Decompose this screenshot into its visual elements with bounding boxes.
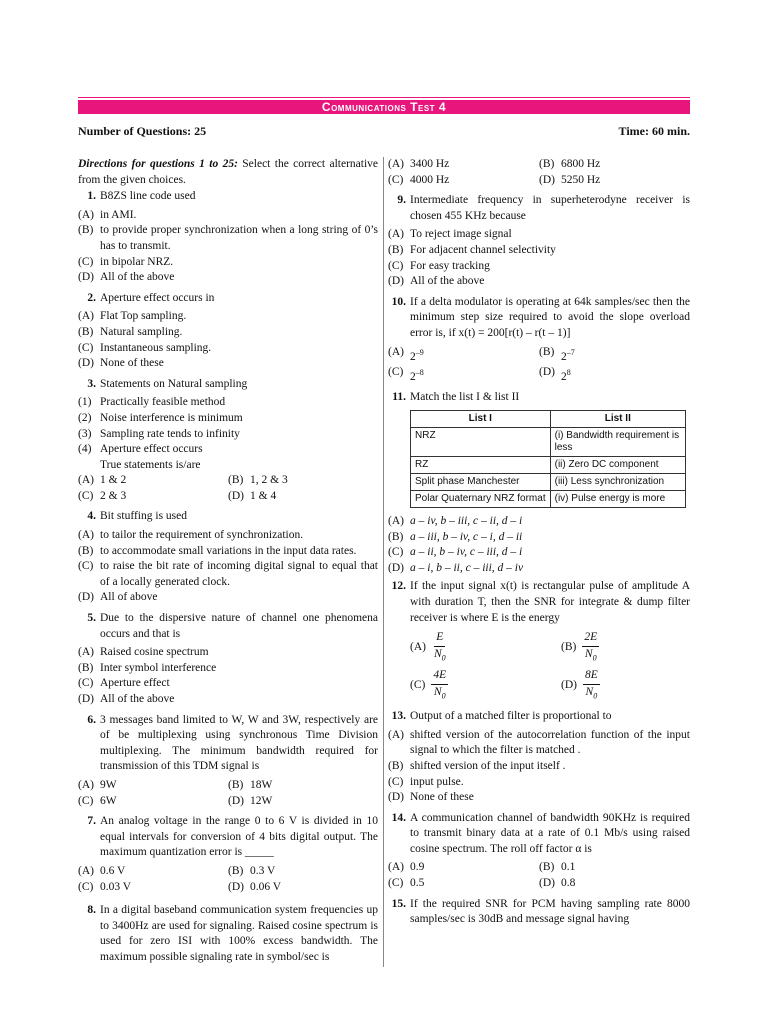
option-c: (C) 0.03 V: [78, 880, 132, 893]
option-b: (B) to provide proper synchronization when a long string of 0’s has to transmit.: [78, 224, 378, 252]
option-b: (B) to accommodate small variations in the input data rates.: [78, 544, 357, 557]
question-text: If the required SNR for PCM having sampling rate 8000 samples/sec is 30dB and message signal having: [410, 897, 690, 926]
option-a: (A) 9W: [78, 778, 117, 791]
question-text: Match the list I & list II: [410, 391, 520, 404]
test-title-banner: [78, 100, 690, 114]
number-of-questions: Number of Questions: 25: [78, 124, 207, 138]
option-d: (D) 5250 Hz: [539, 173, 601, 186]
left-column: [78, 157, 378, 969]
option-b: (B) $2^{-7}$: [539, 345, 575, 363]
option-a: (A) To reject image signal: [388, 228, 512, 241]
time-limit: Time: 60 min.: [618, 124, 690, 138]
table-row: Polar Quaternary NRZ format (iv) Pulse energy is more: [411, 490, 686, 507]
option-c: (C) input pulse.: [388, 775, 464, 788]
list-2-header: List II: [550, 410, 685, 427]
question-text: An analog voltage in the range 0 to 6 V is divided in 10 equal intervals for conversion of 4 bits digital output. The maximum quantization error is _____: [100, 815, 378, 859]
question-10: 10. If a delta modulator is operating at 64k samples/sec then the minimum step size required to avoid the slope overload error is, if x(t) = 200[r(t) – r(t – 1)] (A) $2^{-9}$ (B) $2^{-7}$ (C) $2^{-8}$ (D) $2^8$: [388, 295, 690, 386]
question-text: 3 messages band limited to W, W and 3W, respectively are of be multiplexing using synchronous Time Division multiplexing. The minimum bandwidth required for transmission of this TDM signal is: [100, 713, 378, 773]
option-a: (A) a – iv, b – iii, c – ii, d – i: [388, 514, 523, 527]
question-14: 14. A communication channel of bandwidth 90KHz is required to transmit binary data at a rate of 0.1 Mb/s using raised cosine spectrum. The roll off factor α is (A) 0.9 (B) 0.1 (C) 0.5 (D) 0.8: [388, 811, 690, 892]
option-a: (A) $2^{-9}$: [388, 345, 424, 363]
option-c: (C) in bipolar NRZ.: [78, 255, 174, 268]
question-text: B8ZS line code used: [100, 190, 196, 203]
option-c: (C) to raise the bit rate of incoming digital signal to equal that of a locally generated clock.: [78, 560, 378, 588]
question-13: 13. Output of a matched filter is proportional to (A) shifted version of the autocorrelation function of the input signal to which the filter is matched . (B) shifted version of the input itself . (C) input pulse. (D) None of these: [388, 709, 690, 806]
list-1-header: List I: [411, 410, 551, 427]
question-9: 9. Intermediate frequency in superheterodyne receiver is chosen 455 KHz because (A) To reject image signal (B) For adjacent channel selectivity (C) For easy tracking (D) All of the above: [388, 193, 690, 290]
option-d: (D) 12W: [228, 794, 273, 807]
option-b: (B) shifted version of the input itself .: [388, 759, 566, 772]
option-d: (D) All of the above: [78, 693, 175, 705]
option-b: (B) 0.1: [539, 861, 576, 874]
option-c: (C) 6W: [78, 794, 117, 807]
question-1: [78, 189, 378, 286]
right-column: [388, 157, 690, 931]
option-c: (C) 2 & 3: [78, 489, 127, 502]
question-5: 5. Due to the dispersive nature of channel one phenomena occurs and that is (A) Raised cosine spectrum (B) Inter symbol interference (C) Aperture effect (D) All of the above: [78, 611, 378, 708]
option-c: (C) a – ii, b – iv, c – iii, d – i: [388, 546, 523, 559]
directions-text: Select the correct alternative from the given choices.: [78, 158, 379, 186]
option-b: (B) 18W: [228, 778, 273, 791]
option-d: (D) All of above: [78, 591, 158, 604]
statement-3: (3) Sampling rate tends to infinity: [78, 427, 240, 440]
question-text: Statements on Natural sampling: [100, 377, 248, 390]
fraction: $\frac{4E}{N_0}$: [433, 669, 447, 701]
option-a: (A) 1 & 2: [78, 474, 127, 487]
question-2: 2. Aperture effect occurs in (A) Flat Top sampling. (B) Natural sampling. (C) Instantaneous sampling. (D) None of these: [78, 291, 378, 372]
option-c: (C) 0.5: [388, 877, 425, 890]
statement-4: (4) Aperture effect occurs: [78, 443, 203, 456]
option-b: (B) For adjacent channel selectivity: [388, 243, 556, 256]
option-c: (C) $\frac{4E}{N_0}$: [388, 667, 539, 705]
question-text: If the input signal x(t) is rectangular pulse of amplitude A with duration T, then the SNR for integrate & dump filter receiver is where E is the energy: [410, 580, 690, 624]
question-3: 3. Statements on Natural sampling (1) Practically feasible method (2) Noise interference is minimum (3) Sampling rate tends to infinity (4) Aperture effect occurs True statements is/are (A) 1 & 2 (B) 1, 2 & 3 (C) 2 & 3 (D) 1 & 4: [78, 377, 378, 505]
option-a: (A) 0.9: [388, 861, 425, 874]
option-a: (A) shifted version of the autocorrelation function of the input signal to which the filter is matched .: [388, 728, 690, 757]
statement-1: (1) Practically feasible method: [78, 396, 226, 409]
option-a: (A) 3400 Hz: [388, 158, 450, 170]
question-text: In a digital baseband communication system frequencies up to 3400Hz are used for signaling. Raised cosine spectrum is used for zero ISI with 100% excess bandwidth. The maximum possible signaling rate in symbol/sec is: [100, 904, 378, 963]
option-d: (D) All of the above: [388, 275, 485, 288]
question-text: If a delta modulator is operating at 64k samples/sec then the minimum step size required to avoid the slope overload error is, if x(t) = 200[r(t) – r(t – 1)]: [410, 295, 690, 339]
question-text: Aperture effect occurs in: [100, 291, 215, 304]
option-a: (A) to tailor the requirement of synchronization.: [78, 529, 304, 542]
question-text: Output of a matched filter is proportional to: [410, 710, 612, 723]
option-b: (B) 0.3 V: [228, 864, 276, 877]
option-d: (D) $2^8$: [539, 365, 571, 383]
page-title: Communications Test 4: [321, 100, 447, 114]
question-text: Bit stuffing is used: [100, 510, 188, 523]
question-text: Due to the dispersive nature of channel one phenomena occurs and that is: [100, 612, 378, 640]
directions-lead: Directions for questions 1 to 25:: [78, 158, 238, 170]
option-b: (B) Natural sampling.: [78, 325, 183, 338]
table-row: NRZ (i) Bandwidth requirement is less: [411, 427, 686, 456]
option-b: (B) 6800 Hz: [539, 158, 601, 170]
option-b: (B) 1, 2 & 3: [228, 474, 288, 487]
fraction: $\frac{E}{N_0}$: [433, 631, 446, 663]
table-row: Split phase Manchester (iii) Less synchronization: [411, 473, 686, 490]
option-b: (B) Inter symbol interference: [78, 661, 217, 674]
option-b: (B) a – iii, b – iv, c – i, d – ii: [388, 530, 523, 543]
option-a: (A) 0.6 V: [78, 864, 126, 877]
option-a: (A) in AMI.: [78, 208, 137, 221]
option-d: (D) None of these: [78, 357, 164, 370]
question-15: 15. If the required SNR for PCM having sampling rate 8000 samples/sec is 30dB and message signal having: [391, 897, 690, 926]
table-row: RZ (ii) Zero DC component: [411, 456, 686, 473]
match-table: [410, 410, 686, 508]
statement-2: (2) Noise interference is minimum: [78, 411, 243, 424]
option-d: (D) None of these: [388, 791, 474, 804]
option-d: (D) 0.8: [539, 877, 576, 890]
option-a: (A) Raised cosine spectrum: [78, 646, 209, 659]
option-a: (A) $\frac{E}{N_0}$: [388, 629, 539, 667]
question-6: 6. 3 messages band limited to W, W and 3W, respectively are of be multiplexing using synchronous Time Division multiplexing. The minimum bandwidth required for transmission of this TDM signal is (A) 9W (B) 18W (C) 6W (D) 12W: [78, 713, 378, 810]
question-tail: True statements is/are: [100, 458, 201, 471]
option-c: (C) Aperture effect: [78, 677, 170, 690]
option-c: (C) 4000 Hz: [388, 173, 450, 186]
question-4: 4. Bit stuffing is used (A) to tailor the requirement of synchronization. (B) to accommodate small variations in the input data rates. (C) to raise the bit rate of incoming digital signal to equal that of a locally generated clock. (D) All of above: [78, 509, 378, 606]
directions: [78, 157, 378, 188]
fraction: $\frac{2E}{N_0}$: [584, 631, 598, 663]
option-b: (B) $\frac{2E}{N_0}$: [539, 629, 690, 667]
option-c: (C) For easy tracking: [388, 259, 490, 272]
option-d: (D) 1 & 4: [228, 489, 277, 502]
option-d: (D) a – i, b – ii, c – iii, d – iv: [388, 561, 524, 574]
question-7: 7. An analog voltage in the range 0 to 6 V is divided in 10 equal intervals for conversion of 4 bits digital output. The maximum quantization error is _____ (A) 0.6 V (B) 0.3 V (C) 0.03 V (D) 0.06 V: [78, 814, 378, 895]
fraction: $\frac{8E}{N_0}$: [584, 669, 598, 701]
option-c: (C) Instantaneous sampling.: [78, 341, 212, 354]
column-divider: [383, 157, 384, 967]
question-12: 12. If the input signal x(t) is rectangular pulse of amplitude A with duration T, then the SNR for integrate & dump filter receiver is where E is the energy (A) $\frac{E}{N_0}$ (B) $\frac{2E}{N_0}$ (C) $\frac{4E}{N_0}$ (D) $\frac{8E}{N_0}$: [388, 579, 690, 705]
option-c: (C) $2^{-8}$: [388, 365, 424, 383]
question-text: A communication channel of bandwidth 90KHz is required to transmit binary data at a rate of 0.1 Mb/s using raised cosine spectrum. The roll off factor α is: [410, 811, 690, 855]
question-text: Intermediate frequency in superheterodyne receiver is chosen 455 KHz because: [410, 194, 690, 222]
question-number: 1.: [87, 190, 96, 203]
question-11: 11. Match the list I & list II List I List II NRZ (i) Bandwidth requirement is less RZ (ii) Zero DC component Split phase Manchester (iii) Less synchronization Polar Quaternary NRZ format (iv) Pulse energy is more (A) a – iv, b – iii, c – ii, d – i (B) a – iii, b – iv, c – i, d – ii (C) a – ii, b – iv, c – iii, d – i (D) a – i, b – ii, c – iii, d – iv: [388, 390, 690, 576]
header-rule: [78, 97, 690, 98]
question-8-options: [388, 157, 690, 188]
option-a: (A) Flat Top sampling.: [78, 310, 187, 323]
option-d: (D) $\frac{8E}{N_0}$: [539, 667, 690, 705]
option-d: (D) All of the above: [78, 271, 175, 284]
question-8: 8. In a digital baseband communication system frequencies up to 3400Hz are used for signaling. Raised cosine spectrum is used for zero ISI with 100% excess bandwidth. The maximum possible signaling rate in symbol/sec is: [87, 904, 378, 963]
option-d: (D) 0.06 V: [228, 880, 282, 893]
